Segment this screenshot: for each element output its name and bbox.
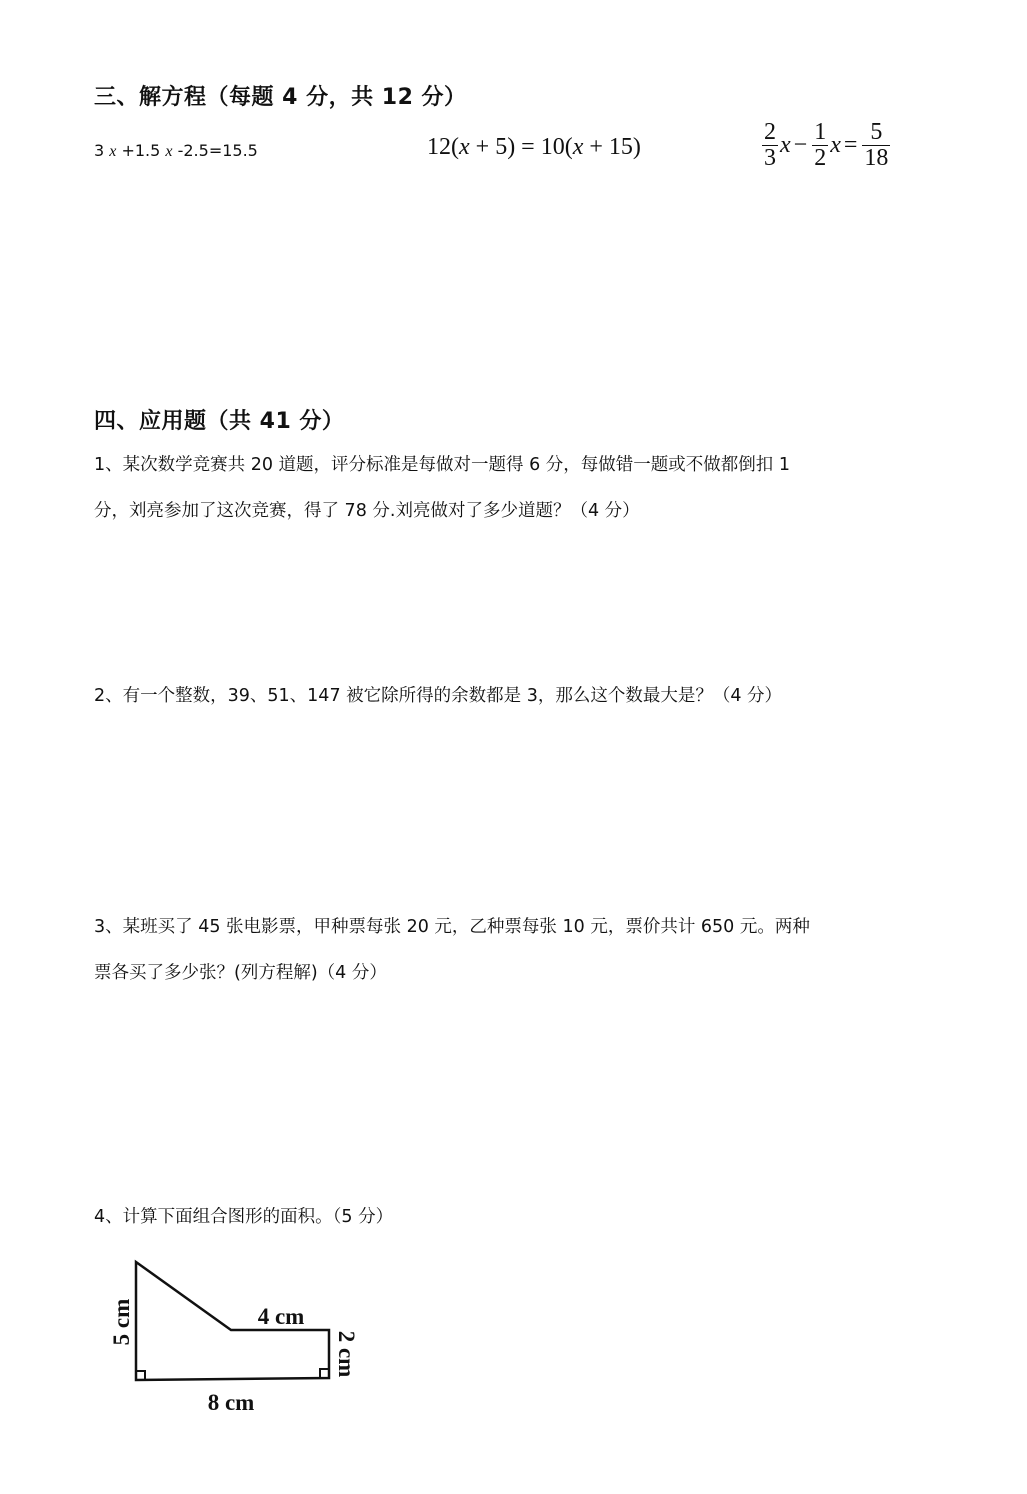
question-1-line-2: 分，刘亮参加了这次竞赛，得了 78 分.刘亮做对了多少道题？（4 分） (94, 501, 640, 521)
label-right: 2 cm (334, 1330, 359, 1378)
question-2: 2、有一个整数，39、51、147 被它除所得的余数都是 3，那么这个数最大是？（4 分） (94, 686, 783, 706)
label-top: 4 cm (257, 1304, 305, 1329)
right-angle-mark-left (136, 1371, 145, 1380)
fraction-two-thirds: $\frac{2}{3}$ (764, 119, 776, 172)
section-3-heading: 三、解方程（每题 4 分，共 12 分） (94, 85, 467, 110)
question-4: 4、计算下面组合图形的面积。（5 分） (94, 1207, 394, 1227)
label-bottom: 8 cm (207, 1390, 255, 1415)
equation-1: 3 x +1.5 x -2.5=15.5 (94, 141, 258, 160)
question-3-line-2: 票各买了多少张？(列方程解)（4 分） (94, 963, 387, 983)
fraction-five-eighteenths: $\frac{5}{18}$ (864, 119, 889, 172)
equation-3: $\frac{2}{3}$ x − $\frac{1}{2}$ x = $\frac{5}{18}$ (764, 119, 889, 172)
question-1-line-1: 1、某次数学竞赛共 20 道题，评分标准是每做对一题得 6 分，每做错一题或不做都倒扣 1 (94, 455, 790, 475)
right-angle-mark-right (320, 1369, 329, 1378)
question-3-line-1: 3、某班买了 45 张电影票，甲种票每张 20 元，乙种票每张 10 元，票价共计 650 元。两种 (94, 917, 810, 937)
section-4-heading: 四、应用题（共 41 分） (94, 409, 345, 434)
label-left: 5 cm (109, 1298, 134, 1346)
fraction-one-half: $\frac{1}{2}$ (814, 119, 827, 172)
equation-2: 12(x + 5) = 10(x + 15) (427, 134, 641, 160)
